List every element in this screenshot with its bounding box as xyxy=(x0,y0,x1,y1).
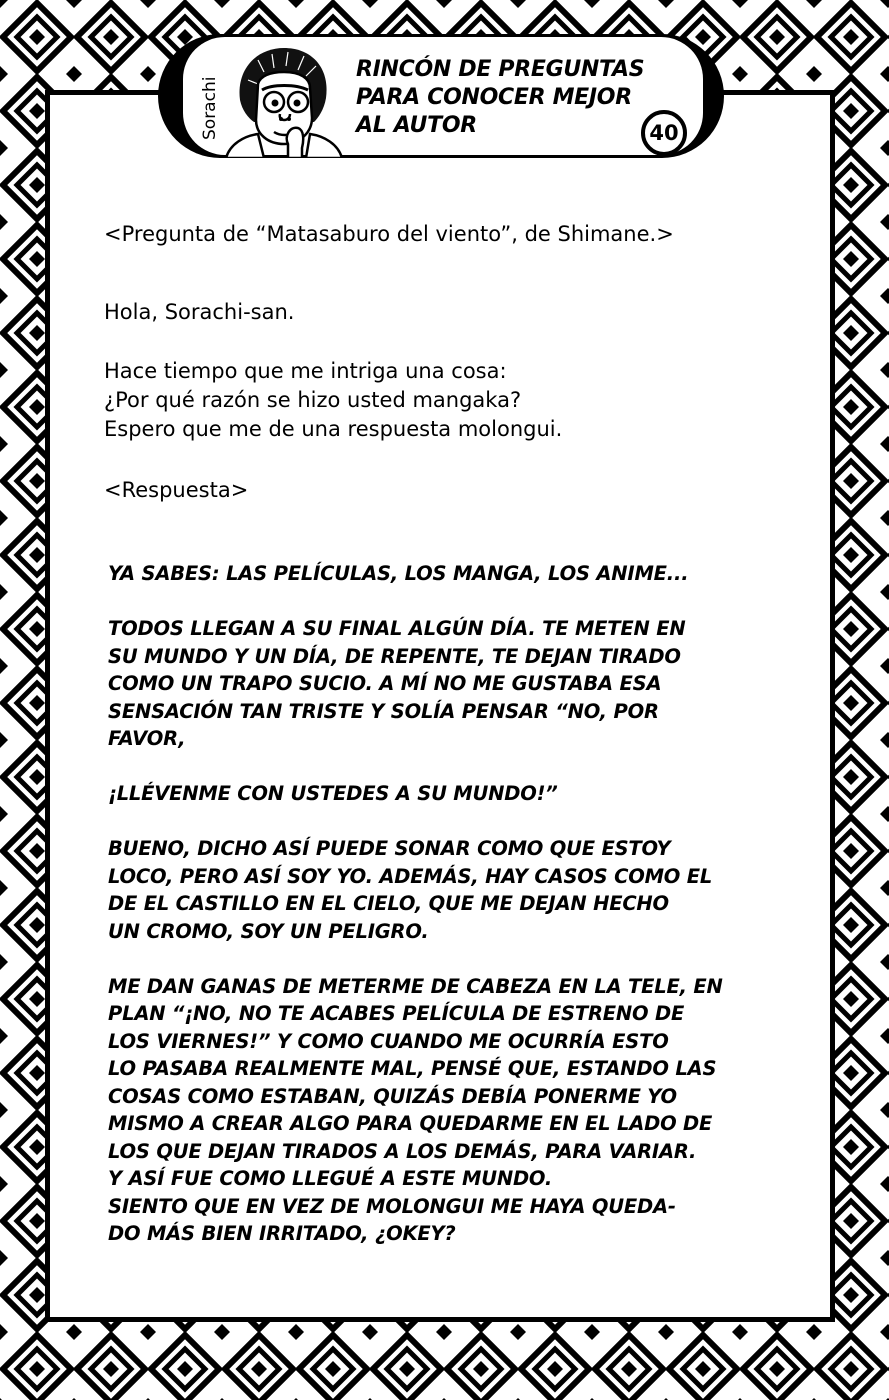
column-title-line: AL AUTOR xyxy=(356,113,477,138)
answer-line: LOCO, PERO ASÍ SOY YO. ADEMÁS, HAY CASOS COMO EL xyxy=(108,864,713,888)
answer-line: SIENTO QUE EN VEZ DE MOLONGUI ME HAYA QUEDA- xyxy=(108,1194,676,1218)
answer-line: COMO UN TRAPO SUCIO. A MÍ NO ME GUSTABA ESA xyxy=(108,672,662,695)
reader-question xyxy=(104,220,764,505)
answer-line: Y ASÍ FUE COMO LLEGUÉ A ESTE MUNDO. xyxy=(108,1167,553,1190)
answer-line: TODOS LLEGAN A SU FINAL ALGÚN DÍA. TE METEN EN xyxy=(108,617,686,640)
answer-line: SENSACIÓN TAN TRISTE Y SOLÍA PENSAR “NO, POR xyxy=(108,699,659,723)
answer-line: ME DAN GANAS DE METERME DE CABEZA EN LA TELE, EN xyxy=(108,974,723,998)
column-title-line: RINCÓN DE PREGUNTAS xyxy=(356,57,645,82)
answer-line: LOS QUE DEJAN TIRADOS A LOS DEMÁS, PARA VARIAR. xyxy=(108,1139,697,1163)
answer-line: UN CROMO, SOY UN PELIGRO. xyxy=(108,919,429,943)
answer-spacer xyxy=(108,588,768,616)
column-title xyxy=(356,56,646,140)
answer-line: YA SABES: LAS PELÍCULAS, LOS MANGA, LOS ANIME... xyxy=(108,562,689,585)
question-greeting: Hola, Sorachi-san. xyxy=(104,300,295,324)
answer-spacer xyxy=(108,808,768,836)
answer-line: DE EL CASTILLO EN EL CIELO, QUE ME DEJAN HECHO xyxy=(108,892,669,915)
issue-number-badge xyxy=(640,109,688,157)
answer-line: PLAN “¡NO, NO TE ACABES PELÍCULA DE ESTRENO DE xyxy=(108,1002,685,1025)
question-line: Espero que me de una respuesta molongui. xyxy=(104,417,563,441)
author-answer xyxy=(108,560,768,1248)
answer-spacer xyxy=(108,753,768,781)
column-title-line: PARA CONOCER MEJOR xyxy=(356,85,632,110)
author-name-vertical: Sorachi xyxy=(200,76,220,140)
answer-line: MISMO A CREAR ALGO PARA QUEDARME EN EL LADO DE xyxy=(108,1112,713,1135)
question-source: <Pregunta de “Matasaburo del viento”, de Shimane.> xyxy=(104,222,674,246)
answer-line: FAVOR, xyxy=(108,727,186,750)
answer-line: LO PASABA REALMENTE MAL, PENSÉ QUE, ESTANDO LAS xyxy=(108,1057,717,1080)
answer-line: DO MÁS BIEN IRRITADO, ¿OKEY? xyxy=(108,1222,456,1245)
gorilla-author-portrait-icon xyxy=(218,40,350,158)
answer-line: COSAS COMO ESTABAN, QUIZÁS DEBÍA PONERME YO xyxy=(108,1084,677,1108)
answer-label: <Respuesta> xyxy=(104,478,249,502)
answer-line: SU MUNDO Y UN DÍA, DE REPENTE, TE DEJAN TIRADO xyxy=(108,644,681,668)
answer-line: ¡LLÉVENME CON USTEDES A SU MUNDO!” xyxy=(108,782,558,805)
question-line: ¿Por qué razón se hizo usted mangaka? xyxy=(104,388,522,412)
answer-line: BUENO, DICHO ASÍ PUEDE SONAR COMO QUE ESTOY xyxy=(108,837,671,860)
issue-number: 40 xyxy=(649,121,679,145)
answer-line: LOS VIERNES!” Y COMO CUANDO ME OCURRÍA ESTO xyxy=(108,1029,669,1053)
question-line: Hace tiempo que me intriga una cosa: xyxy=(104,359,507,383)
answer-spacer xyxy=(108,945,768,973)
